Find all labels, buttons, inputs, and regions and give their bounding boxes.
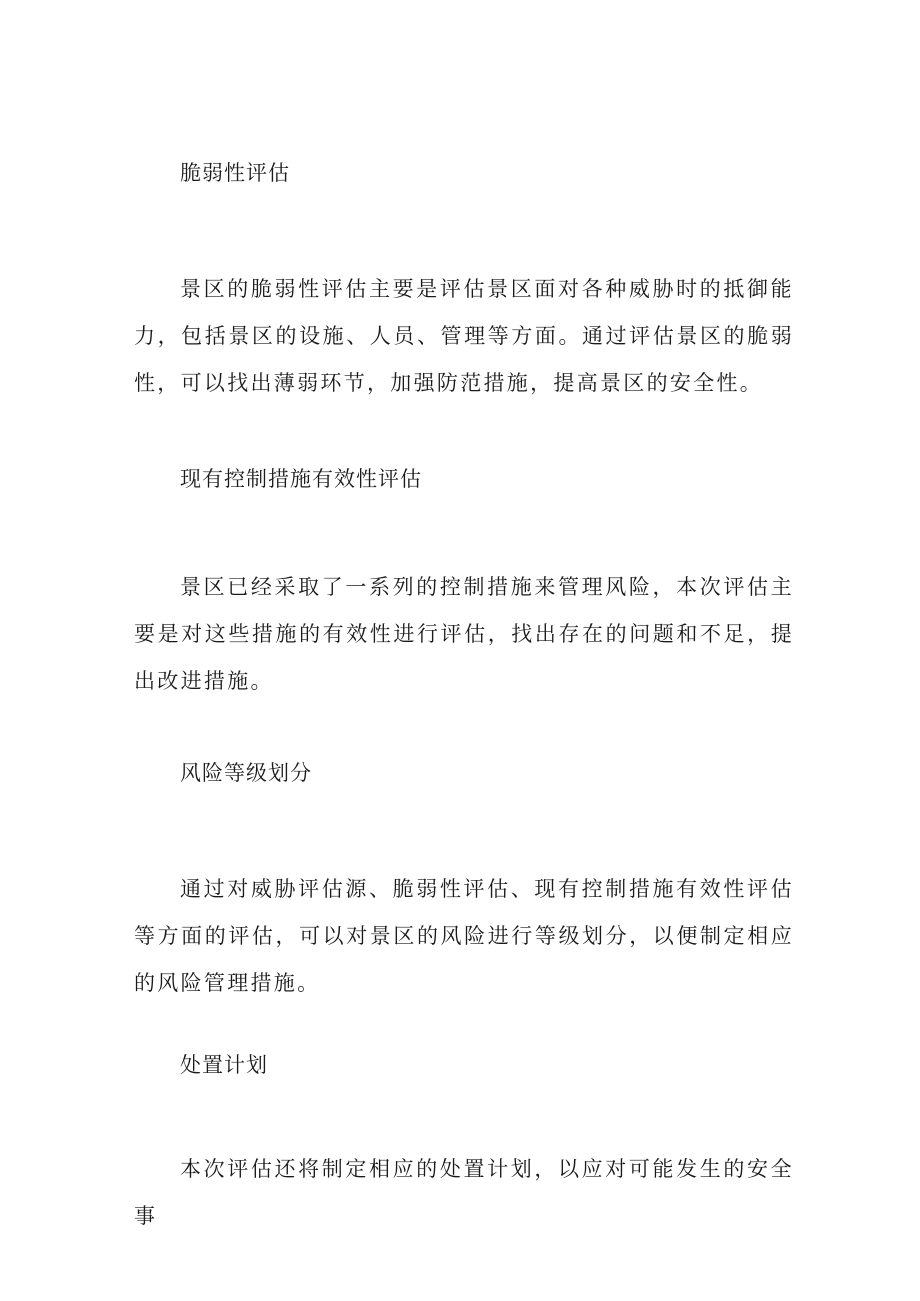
section-paragraph-control-effectiveness: 景区已经采取了一系列的控制措施来管理风险，本次评估主要是对这些措施的有效性进行评估，找出存在的问题和不足，提出改进措施。: [134, 575, 794, 693]
section-paragraph-risk-level-classification: 通过对威胁评估源、脆弱性评估、现有控制措施有效性评估等方面的评估，可以对景区的风险进行等级划分，以便制定相应的风险管理措施。: [134, 877, 794, 995]
section-heading-control-effectiveness: 现有控制措施有效性评估: [180, 467, 422, 491]
section-heading-disposal-plan: 处置计划: [180, 1053, 268, 1077]
section-heading-vulnerability-assessment: 脆弱性评估: [180, 161, 290, 185]
section-paragraph-disposal-plan: 本次评估还将制定相应的处置计划，以应对可能发生的安全事: [134, 1157, 794, 1228]
section-paragraph-vulnerability-assessment: 景区的脆弱性评估主要是评估景区面对各种威胁时的抵御能力，包括景区的设施、人员、管理等方面。通过评估景区的脆弱性，可以找出薄弱环节，加强防范措施，提高景区的安全性。: [134, 277, 794, 395]
document-body: [134, 152, 794, 1240]
section-heading-risk-level-classification: 风险等级划分: [180, 761, 312, 785]
